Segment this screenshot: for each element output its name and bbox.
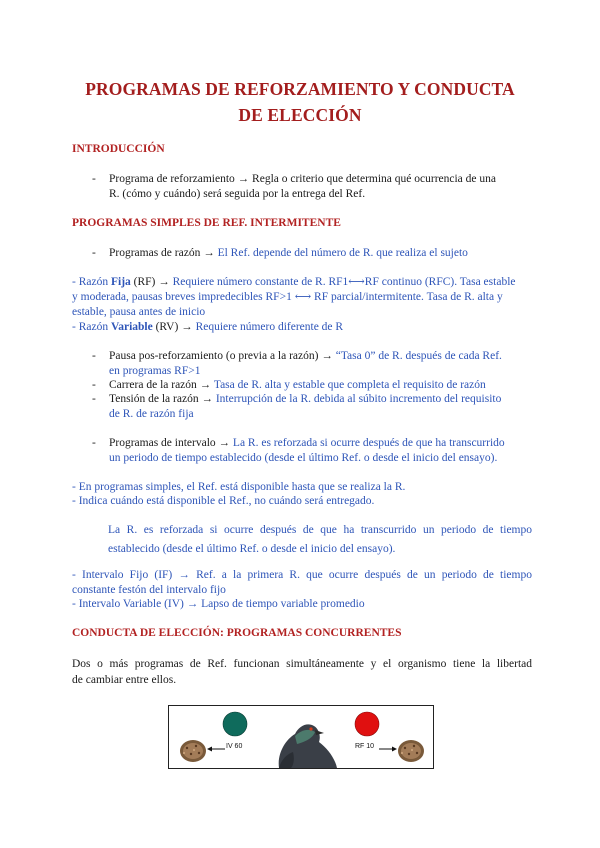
bullet-dash: - [92,393,96,405]
figure-illustration [169,706,433,768]
left-key-label: IV 60 [226,743,243,750]
tension-line-2: de R. de razón fija [109,408,194,420]
rf-line-3: estable, pausa antes de inicio [72,306,206,318]
intro-line-2: R. (cómo y cuándo) será seguida por la entrega del Ref. [109,188,366,200]
pausa-label: Pausa pos-reforzamiento (o previa a la razón) → [109,350,333,362]
carrera-text: Tasa de R. alta y estable que completa el requisito de razón [213,379,486,391]
document-title [60,76,540,128]
quote-line-2: establecido (desde el último Ref. o desde el inicio del ensayo). [108,543,396,555]
iv-text: Lapso de tiempo variable promedio [198,598,365,610]
pausa-line-2: en programas RF>1 [109,365,201,377]
section-heading-simple: PROGRAMAS SIMPLES DE REF. INTERMITENTE [72,217,341,229]
intervalo-quote [108,521,532,559]
intervalo-line-2: un periodo de tiempo establecido (desde el último Ref. o desde el inicio del ensayo). [109,452,498,464]
left-key [223,712,247,736]
choice-paragraph [72,656,532,688]
choice-line-2: de cambiar entre ellos. [72,674,177,686]
right-key-label: RF 10 [355,743,375,750]
intervalo-fijo-block [72,568,532,598]
concurrent-schedules-figure [168,705,434,769]
rf-abbr: (RF) → [130,276,170,288]
rv-abbr: (RV) → [152,321,193,333]
rf-bold: Fija [110,276,131,288]
razon-fija-block [72,275,532,320]
title-line-2: DE ELECCIÓN [238,105,362,125]
right-key [355,712,379,736]
razon-label: Programas de razón → [109,247,215,259]
simple-note-2: - Indica cuándo está disponible el Ref., no cuándo será entregado. [72,495,375,507]
choice-line-1: Dos o más programas de Ref. funcionan simultáneamente y el organismo tiene la libertad [72,658,532,670]
if-line-2: constante festón del intervalo fijo [72,584,226,596]
bullet-dash: - [92,173,96,185]
section-heading-intro: INTRODUCCIÓN [72,143,165,155]
right-arrow-icon [379,747,397,752]
section-heading-choice: CONDUCTA DE ELECCIÓN: PROGRAMAS CONCURRENTES [72,627,402,639]
razon-variable-line [72,320,532,335]
rv-text: Requiere número diferente de R [192,321,344,333]
pigeon-icon [279,724,337,768]
title-line-1: PROGRAMAS DE REFORZAMIENTO Y CONDUCTA [85,79,515,99]
intervalo-line-1: La R. es reforzada si ocurre después de que ha transcurrido [232,437,505,449]
rv-prefix: - Razón [72,321,111,333]
left-arrow-icon [207,747,225,752]
iv-label: - Intervalo Variable (IV) → [72,598,199,610]
intro-line-1: Programa de reforzamiento → Regla o criterio que determina qué ocurrencia de una [109,173,496,185]
right-grain-pile-icon [398,740,424,762]
carrera-label: Carrera de la razón → [109,379,212,391]
rf-line-1: Requiere número constante de R. RF1⟷RF continuo (RFC). Tasa estable [169,276,516,288]
tension-line-1: Interrupción de la R. debida al súbito incremento del requisito [215,393,502,405]
rf-prefix: - Razón [72,276,111,288]
razon-text: El Ref. depende del número de R. que realiza el sujeto [217,247,468,259]
intervalo-variable-line [72,597,532,612]
rv-bold: Variable [110,321,153,333]
if-label: - Intervalo Fijo (IF) → [72,569,190,581]
left-grain-pile-icon [180,740,206,762]
simple-note-1: - En programas simples, el Ref. está disponible hasta que se realiza la R. [72,481,406,493]
bullet-dash: - [92,247,96,259]
rf-line-2: y moderada, pausas breves impredecibles RF>1 ⟷ RF parcial/intermitente. Tasa de R. alta y [72,291,503,303]
bullet-dash: - [92,350,96,362]
if-line-1: Ref. a la primera R. que ocurre después de un periodo de tiempo [189,569,532,581]
intervalo-label: Programas de intervalo → [109,437,231,449]
tension-label: Tensión de la razón → [109,393,213,405]
bullet-dash: - [92,437,96,449]
quote-line-1: La R. es reforzada si ocurre después de que ha transcurrido un periodo de tiempo [108,524,532,536]
bullet-dash: - [92,379,96,391]
pausa-line-1: “Tasa 0” de R. después de cada Ref. [335,350,502,362]
